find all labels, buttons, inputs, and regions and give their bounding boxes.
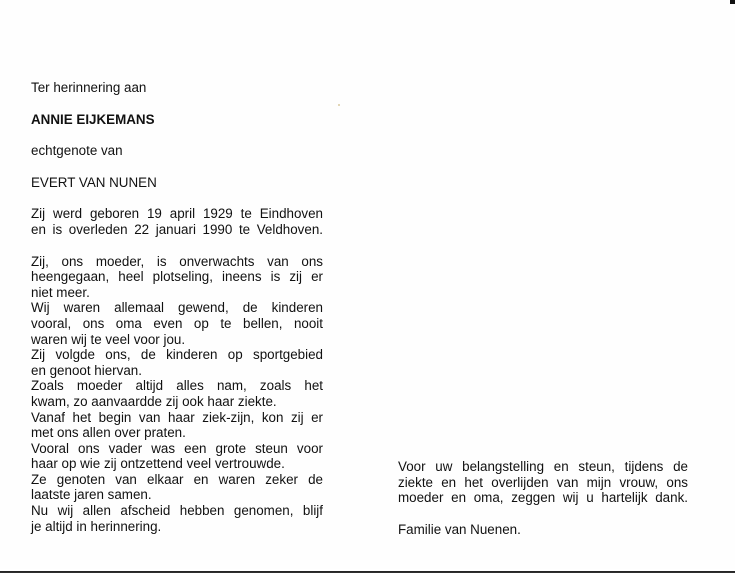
poem-line: Ze genoten van elkaar en waren zeker de — [31, 471, 323, 487]
thanks-paragraph — [398, 459, 688, 506]
thanks-column — [398, 459, 688, 537]
poem-line: met ons allen over praten. — [31, 425, 186, 441]
poem-line: Wij waren allemaal gewend, de kinderen — [31, 300, 323, 316]
dates-paragraph — [31, 206, 323, 237]
birth-line: Zij werd geboren 19 april 1929 te Eindhoven — [31, 206, 323, 222]
card-bottom-edge — [0, 569, 735, 575]
paper-speck — [338, 104, 340, 106]
poem-line: niet meer. — [31, 284, 90, 300]
poem-line: waren wij te veel voor jou. — [31, 331, 186, 347]
poem-line: kwam, zo aanvaardde zij ook haar ziekte. — [31, 393, 277, 409]
poem-line: vooral, ons oma even op te bellen, nooit — [31, 315, 323, 331]
poem-line: heengegaan, heel plotseling, ineens is zij er — [31, 269, 323, 285]
thanks-line: Voor uw belangstelling en steun, tijdens de — [398, 459, 688, 474]
poem-line: je altijd in herinnering. — [31, 518, 162, 534]
poem-line: laatste jaren samen. — [31, 487, 152, 503]
thanks-line: ziekte en het overlijden van mijn vrouw, ons — [398, 474, 688, 490]
memorial-text-column — [31, 80, 323, 534]
poem-line: Zoals moeder altijd alles nam, zoals het — [31, 378, 323, 394]
poem-line: en genoot hiervan. — [31, 362, 142, 378]
poem-line: Vooral ons vader was een grote steun voor — [31, 440, 323, 456]
poem-line: haar op wie zij ontzettend veel vertrouwde. — [31, 456, 285, 472]
intro-line: Ter herinnering aan — [31, 80, 147, 95]
scan-corner-mark — [730, 0, 735, 4]
poem-line: Zij, ons moeder, is onverwachts van ons — [31, 253, 323, 269]
family-signature: Familie van Nuenen. — [398, 521, 521, 537]
death-line: en is overleden 22 januari 1990 te Veldhoven. — [31, 221, 323, 237]
deceased-name: ANNIE EIJKEMANS — [31, 111, 155, 127]
thanks-line: moeder en oma, zeggen wij u hartelijk dank. — [398, 490, 688, 506]
spouse-label: echtgenote van — [31, 143, 123, 159]
spouse-name: EVERT VAN NUNEN — [31, 174, 157, 190]
poem-line: Zij volgde ons, de kinderen op sportgebied — [31, 347, 323, 363]
poem-paragraph — [31, 254, 323, 535]
poem-line: Vanaf het begin van haar ziek-zijn, kon zij er — [31, 409, 323, 425]
poem-line: Nu wij allen afscheid hebben genomen, blijf — [31, 503, 323, 519]
